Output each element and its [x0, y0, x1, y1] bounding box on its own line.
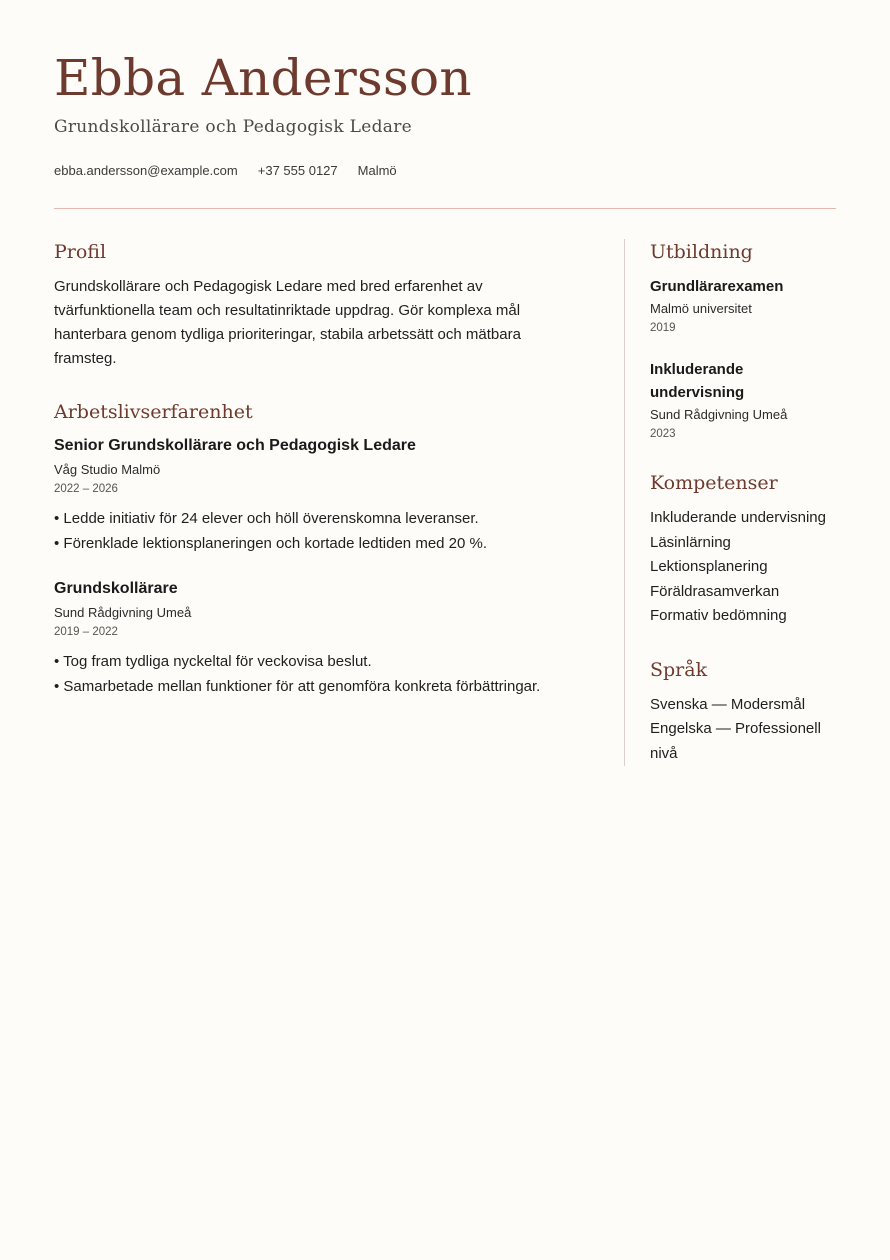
education-section: [650, 239, 836, 442]
skill-item: Formativ bedömning: [650, 607, 787, 624]
experience-section: [54, 399, 584, 699]
job-title: Grundskollärare: [54, 580, 178, 597]
education-year: 2019: [650, 322, 676, 334]
job-entry: [54, 435, 584, 556]
language-item: Engelska — Professionell nivå: [650, 720, 821, 762]
resume-body: [54, 239, 836, 766]
job-dates: 2022 – 2026: [54, 483, 118, 495]
job-achievements: [54, 650, 584, 699]
languages-list: [650, 693, 836, 767]
job-dates: 2019 – 2022: [54, 626, 118, 638]
job-achievements: [54, 507, 584, 556]
job-entry: [54, 578, 584, 699]
candidate-headline: Grundskollärare och Pedagogisk Ledare: [54, 117, 412, 137]
languages-heading: Språk: [650, 658, 708, 681]
education-school: Sund Rådgivning Umeå: [650, 407, 788, 422]
achievement-item: • Samarbetade mellan funktioner för att genomföra konkreta förbättringar.: [54, 675, 584, 700]
skills-heading: Kompetenser: [650, 472, 778, 494]
contact-line: [54, 162, 836, 180]
job-company: Sund Rådgivning Umeå: [54, 605, 192, 620]
skills-section: [650, 470, 836, 629]
skill-item: Inkluderande undervisning: [650, 509, 826, 526]
skill-item: Föräldrasamverkan: [650, 582, 780, 600]
main-column: [54, 239, 624, 766]
contact-city: Malmö: [357, 163, 397, 178]
sidebar-column: [624, 239, 836, 766]
experience-heading: Arbetslivserfarenhet: [54, 401, 253, 423]
skill-item: Lektionsplanering: [650, 558, 768, 575]
achievement-item: • Tog fram tydliga nyckeltal för veckovisa beslut.: [54, 650, 584, 675]
achievement-item: • Förenklade lektionsplaneringen och kortade ledtiden med 20 %.: [54, 532, 584, 557]
contact-email[interactable]: ebba.andersson@example.com: [54, 163, 238, 178]
header-divider: [54, 208, 836, 209]
language-item: Svenska — Modersmål: [650, 695, 806, 713]
education-entry: [650, 358, 836, 442]
contact-phone[interactable]: +37 555 0127: [257, 163, 338, 178]
languages-section: [650, 657, 836, 767]
skills-list: [650, 506, 836, 629]
job-company: Våg Studio Malmö: [54, 462, 161, 477]
resume-header: [54, 0, 836, 209]
achievement-item: • Ledde initiativ för 24 elever och höll överenskomna leveranser.: [54, 507, 584, 532]
education-heading: Utbildning: [650, 241, 753, 263]
candidate-name: Ebba Andersson: [54, 49, 472, 107]
job-title: Senior Grundskollärare och Pedagogisk Ledare: [54, 437, 416, 454]
education-school: Malmö universitet: [650, 301, 752, 316]
education-year: 2023: [650, 428, 676, 440]
profile-heading: Profil: [54, 241, 107, 263]
skill-item: Läsinlärning: [650, 533, 731, 551]
education-degree: Inkluderande undervisning: [650, 361, 745, 401]
education-degree: Grundlärarexamen: [650, 278, 784, 295]
education-entry: [650, 275, 836, 336]
profile-text: Grundskollärare och Pedagogisk Ledare med bred erfarenhet av tvärfunktionella team och resultatinriktade uppdrag. Gör komplexa mål hanterbara genom tydliga prioriteringar, stabila arbetssätt och mätbara framsteg.: [54, 278, 521, 367]
profile-section: [54, 239, 584, 371]
